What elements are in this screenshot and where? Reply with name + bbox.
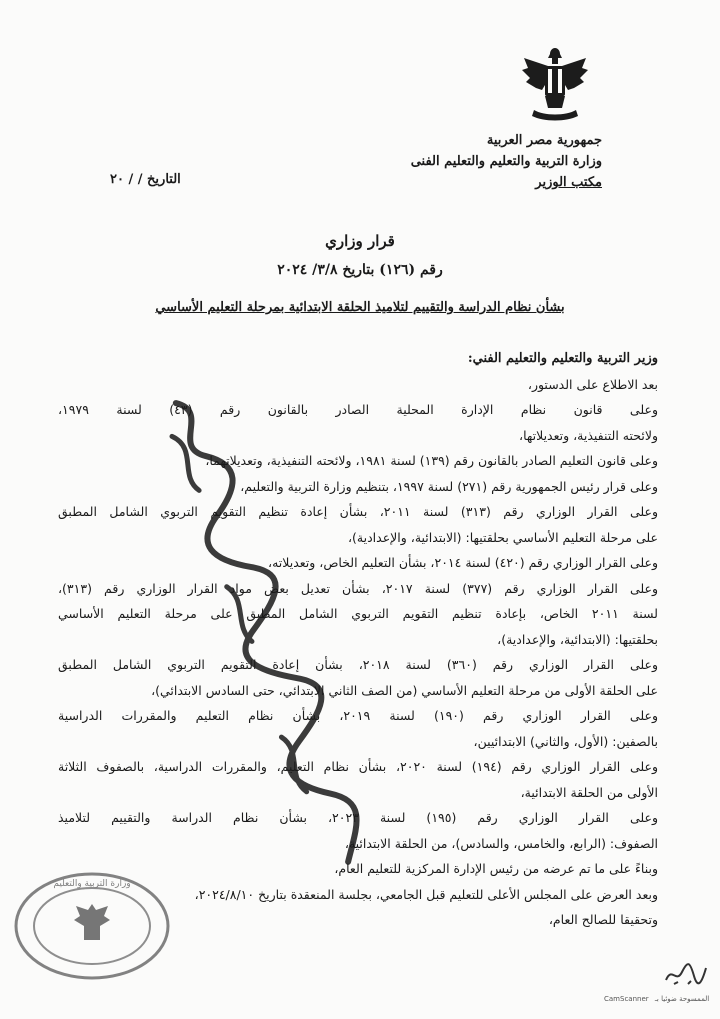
- body-line: وعلى القرار الوزاري رقم (٣١٣) لسنة ٢٠١١، بشأن إعادة تنظيم التقويم التربوي الشامل المطبق: [58, 504, 658, 519]
- body-line: وعلى القرار الوزاري رقم (١٩٤) لسنة ٢٠٢٠، بشأن نظام التعليم، والمقررات الدراسية، بالصفوف الثلاثة: [58, 759, 658, 774]
- body-line: وعلى قرار رئيس الجمهورية رقم (٢٧١) لسنة ١٩٩٧، بتنظيم وزارة التربية والتعليم،: [240, 478, 658, 494]
- body-line: على الحلقة الأولى من مرحلة التعليم الأساسي (من الصف الثاني الابتدائي، حتى السادس الابتدائي)،: [151, 682, 658, 698]
- camscanner-app: CamScanner: [604, 995, 649, 1003]
- body-line: بالصفين: (الأول، والثاني) الابتدائيين،: [473, 733, 658, 749]
- body-line: على مرحلة التعليم الأساسي بحلقتيها: (الابتدائية، والإعدادية)،: [348, 529, 658, 545]
- body-line: وعلى القرار الوزاري رقم (٣٦٠) لسنة ٢٠١٨، بشأن إعادة التقويم التربوي الشامل المطبق: [58, 657, 658, 672]
- republic-name: جمهورية مصر العربية: [486, 133, 602, 148]
- office-name: مكتب الوزير: [535, 175, 602, 190]
- body-line: الصفوف: (الرابع، والخامس، والسادس)، من الحلقة الابتدائية،: [344, 835, 658, 851]
- eagle-emblem-icon: [518, 44, 592, 128]
- body-line: وتحقيقا للصالح العام،: [548, 912, 658, 927]
- stamp-text: وزارة التربية والتعليم: [53, 879, 131, 889]
- decree-subject: بشأن نظام الدراسة والتقييم لتلاميذ الحلقة الابتدائية بمرحلة التعليم الأساسي: [155, 300, 565, 315]
- body-line: لسنة ٢٠١١ الخاص، بإعادة تنظيم التقويم التربوي الشامل المطبق على مرحلة التعليم الأساسي: [58, 606, 658, 621]
- decree-title: قرار وزاري: [325, 232, 395, 250]
- body-line: بحلقتيها: (الابتدائية، والإعدادية)،: [497, 631, 658, 647]
- body-line: ولائحته التنفيذية، وتعديلاتها،: [519, 427, 658, 443]
- official-stamp-icon: [12, 870, 172, 982]
- body-line: الأولى من الحلقة الابتدائية،: [520, 784, 658, 800]
- body-line: وعلى القرار الوزاري رقم (١٩٠) لسنة ٢٠١٩، بشأن نظام التعليم والمقررات الدراسية: [58, 708, 658, 723]
- body-line: بعد الاطلاع على الدستور،: [527, 376, 658, 392]
- body-line: وعلى قانون نظام الإدارة المحلية الصادر بالقانون رقم (٤٣) لسنة ١٩٧٩،: [58, 402, 658, 417]
- date-field: التاريخ / / ٢٠: [110, 172, 181, 187]
- ministry-name: وزارة التربية والتعليم والتعليم الفنى: [410, 154, 602, 169]
- body-line: وعلى القرار الوزاري رقم (٤٢٠) لسنة ٢٠١٤، بشأن التعليم الخاص، وتعديلاته،: [268, 555, 658, 570]
- decree-number: رقم (١٢٦) بتاريخ ٣/٨/ ٢٠٢٤: [277, 262, 443, 278]
- decree-body: [58, 346, 658, 933]
- ministry-header: [402, 130, 602, 193]
- signature-icon: [662, 958, 710, 988]
- body-line: وبناءً على ما تم عرضه من رئيس الإدارة المركزية للتعليم العام،: [334, 861, 658, 876]
- body-line: وزير التربية والتعليم والتعليم الفني:: [467, 351, 658, 366]
- body-line: وبعد العرض على المجلس الأعلى للتعليم قبل الجامعي، بجلسة المنعقدة بتاريخ ٢٠٢٤/٨/١٠،: [194, 886, 658, 902]
- body-line: وعلى القرار الوزاري رقم (١٩٥) لسنة ٢٠٢٣، بشأن نظام الدراسة والتقييم لتلاميذ: [58, 810, 658, 825]
- camscanner-footer: [602, 995, 711, 1003]
- camscanner-note: الممسوحة ضوئيا بـ: [654, 995, 710, 1003]
- body-line: وعلى قانون التعليم الصادر بالقانون رقم (١٣٩) لسنة ١٩٨١، ولائحته التنفيذية، وتعديلاتهما،: [205, 453, 658, 468]
- body-line: وعلى القرار الوزاري رقم (٣٧٧) لسنة ٢٠١٧، بشأن تعديل بعض مواد القرار الوزاري رقم (٣١٣)،: [58, 580, 658, 596]
